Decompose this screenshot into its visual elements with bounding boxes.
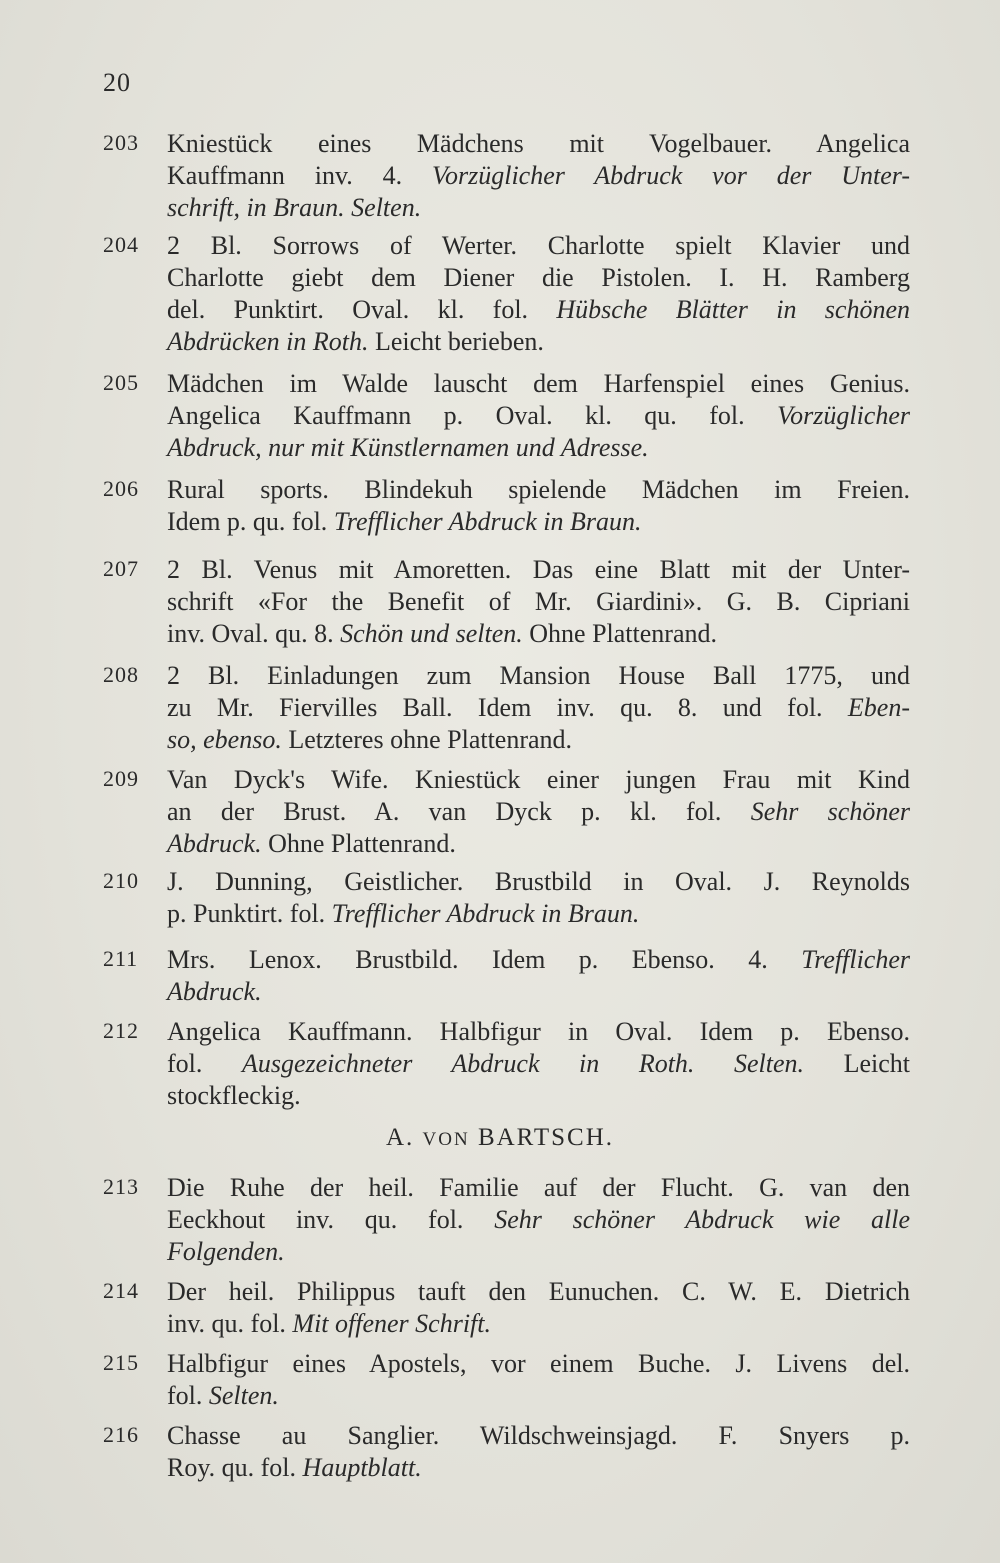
- entry-line: [167, 294, 910, 326]
- entry-text: Kniestück eines Mädchens mit Vogelbauer. Angelica: [167, 129, 910, 158]
- entry-text: stockfleckig.: [167, 1081, 301, 1110]
- entry-remark: Abdrücken in Roth.: [167, 327, 369, 356]
- entry-line: [167, 1172, 910, 1204]
- entry-line: [167, 1308, 910, 1340]
- entry-text: Idem p. qu. fol.: [167, 507, 334, 536]
- entry-text: Van Dyck's Wife. Kniestück einer jungen Frau mit Kind: [167, 765, 910, 794]
- entry-remark: Vorzüglicher Abdruck vor der Unter-: [432, 161, 910, 190]
- entry-line: [167, 192, 910, 224]
- entry-line: [167, 474, 910, 506]
- entry-number: 211: [103, 946, 139, 971]
- entry-text: fol.: [167, 1381, 209, 1410]
- entry-line: [167, 554, 910, 586]
- entry-text: Mrs. Lenox. Brustbild. Idem p. Ebenso. 4.: [167, 945, 802, 974]
- entry-number: 216: [103, 1422, 139, 1447]
- entry-text: an der Brust. A. van Dyck p. kl. fol.: [167, 797, 751, 826]
- entry-line: [167, 1204, 910, 1236]
- entry-line: [167, 1236, 910, 1268]
- entry-text: p. Punktirt. fol.: [167, 899, 332, 928]
- entry-line: [167, 1048, 910, 1080]
- entry-text: inv. qu. fol.: [167, 1309, 293, 1338]
- section-heading: [0, 1124, 1000, 1152]
- entry-line: [167, 1016, 910, 1048]
- entry-text: del. Punktirt. Oval. kl. fol.: [167, 295, 557, 324]
- entry-remark: Vorzüglicher: [777, 401, 910, 430]
- entry-line: [167, 432, 910, 464]
- entry-number: 213: [103, 1174, 139, 1199]
- entry-text: Halbfigur eines Apostels, vor einem Buche. J. Livens del.: [167, 1349, 910, 1378]
- entry-text: 2 Bl. Sorrows of Werter. Charlotte spielt Klavier und: [167, 231, 910, 260]
- entry-line: [167, 1348, 910, 1380]
- entry-line: [167, 796, 910, 828]
- entry-remark: Hauptblatt.: [302, 1453, 422, 1482]
- entry-text: Leicht berieben.: [368, 327, 544, 356]
- entry-line: [167, 944, 910, 976]
- entry-line: [167, 1452, 910, 1484]
- entry-remark: Selten.: [208, 1381, 279, 1410]
- entry-number: 204: [103, 232, 139, 257]
- entry-line: [167, 326, 910, 358]
- entry-text: 2 Bl. Einladungen zum Mansion House Ball 1775, und: [167, 661, 910, 690]
- entry-remark: Abdruck, nur mit Künstlernamen und Adresse.: [167, 433, 649, 462]
- entry-text: 2 Bl. Venus mit Amoretten. Das eine Blatt mit der Unter-: [167, 555, 910, 584]
- entry-number: 209: [103, 766, 139, 791]
- entry-remark: Mit offener Schrift.: [292, 1309, 492, 1338]
- entry-text: Leicht: [804, 1049, 910, 1078]
- entry-remark: Abdruck.: [167, 829, 262, 858]
- entry-number: 210: [103, 868, 139, 893]
- entry-remark: Sehr schöner: [750, 797, 910, 826]
- entry-remark: Ausgezeichneter Abdruck in Roth. Selten.: [241, 1049, 805, 1078]
- entry-remark: schrift, in Braun. Selten.: [167, 193, 422, 222]
- page-number: 20: [103, 68, 131, 97]
- entry-remark: Sehr schöner Abdruck wie alle: [494, 1205, 910, 1234]
- entry-text: J. Dunning, Geistlicher. Brustbild in Oval. J. Reynolds: [167, 867, 910, 896]
- entry-line: [167, 828, 910, 860]
- entry-text: Der heil. Philippus tauft den Eunuchen. C. W. E. Dietrich: [167, 1277, 910, 1306]
- entry-line: [167, 1080, 910, 1112]
- entry-text: Ohne Plattenrand.: [522, 619, 717, 648]
- entry-remark: Schön und selten.: [340, 619, 523, 648]
- entry-text: zu Mr. Fiervilles Ball. Idem inv. qu. 8. und fol.: [167, 693, 848, 722]
- entry-line: [167, 764, 910, 796]
- entry-number: 214: [103, 1278, 139, 1303]
- entry-number: 208: [103, 662, 139, 687]
- section-heading-prefix: A.: [385, 1124, 415, 1151]
- entry-text: Chasse au Sanglier. Wildschweinsjagd. F. Snyers p.: [167, 1421, 910, 1450]
- entry-line: [167, 898, 910, 930]
- entry-line: [167, 160, 910, 192]
- entry-remark: Trefflicher Abdruck in Braun.: [331, 899, 640, 928]
- entry-text: Mädchen im Walde lauscht dem Harfenspiel eines Genius.: [167, 369, 910, 398]
- entry-number: 203: [103, 130, 139, 155]
- entry-line: [167, 368, 910, 400]
- entry-line: [167, 1276, 910, 1308]
- entry-remark: Eben-: [847, 693, 910, 722]
- entry-line: [167, 400, 910, 432]
- entry-text: Eeckhout inv. qu. fol.: [167, 1205, 495, 1234]
- entry-remark: Abdruck.: [167, 977, 262, 1006]
- entry-line: [167, 1380, 910, 1412]
- entry-remark: so, ebenso.: [167, 725, 282, 754]
- entry-text: Charlotte giebt dem Diener die Pistolen. I. H. Ramberg: [167, 263, 910, 292]
- section-heading-von: VON: [422, 1129, 470, 1150]
- entry-text: Kauffmann inv. 4.: [167, 161, 432, 190]
- entry-line: [167, 506, 910, 538]
- entry-line: [167, 230, 910, 262]
- entry-text: Ohne Plattenrand.: [261, 829, 456, 858]
- entry-number: 212: [103, 1018, 139, 1043]
- entry-line: [167, 976, 910, 1008]
- entry-remark: Folgenden.: [167, 1237, 285, 1266]
- entry-remark: Hübsche Blätter in schönen: [556, 295, 911, 324]
- entry-remark: Trefflicher Abdruck in Braun.: [333, 507, 642, 536]
- entry-line: [167, 586, 910, 618]
- entry-line: [167, 262, 910, 294]
- entry-line: [167, 660, 910, 692]
- entry-text: Die Ruhe der heil. Familie auf der Flucht. G. van den: [167, 1173, 910, 1202]
- section-heading-name: BARTSCH.: [477, 1124, 615, 1151]
- entry-number: 206: [103, 476, 139, 501]
- entry-line: [167, 724, 910, 756]
- entry-text: fol.: [167, 1049, 242, 1078]
- entry-remark: Trefflicher: [801, 945, 910, 974]
- entry-line: [167, 618, 910, 650]
- entry-number: 207: [103, 556, 139, 581]
- entry-text: Letzteres ohne Plattenrand.: [281, 725, 573, 754]
- entry-number: 215: [103, 1350, 139, 1375]
- entry-text: schrift «For the Benefit of Mr. Giardini». G. B. Cipriani: [167, 587, 910, 616]
- entry-text: Angelica Kauffmann. Halbfigur in Oval. Idem p. Ebenso.: [167, 1017, 910, 1046]
- entry-text: Angelica Kauffmann p. Oval. kl. qu. fol.: [167, 401, 778, 430]
- entry-line: [167, 866, 910, 898]
- entry-line: [167, 128, 910, 160]
- entry-text: inv. Oval. qu. 8.: [167, 619, 341, 648]
- entry-number: 205: [103, 370, 139, 395]
- entry-text: Roy. qu. fol.: [167, 1453, 303, 1482]
- entry-line: [167, 1420, 910, 1452]
- entry-line: [167, 692, 910, 724]
- entry-text: Rural sports. Blindekuh spielende Mädchen im Freien.: [167, 475, 910, 504]
